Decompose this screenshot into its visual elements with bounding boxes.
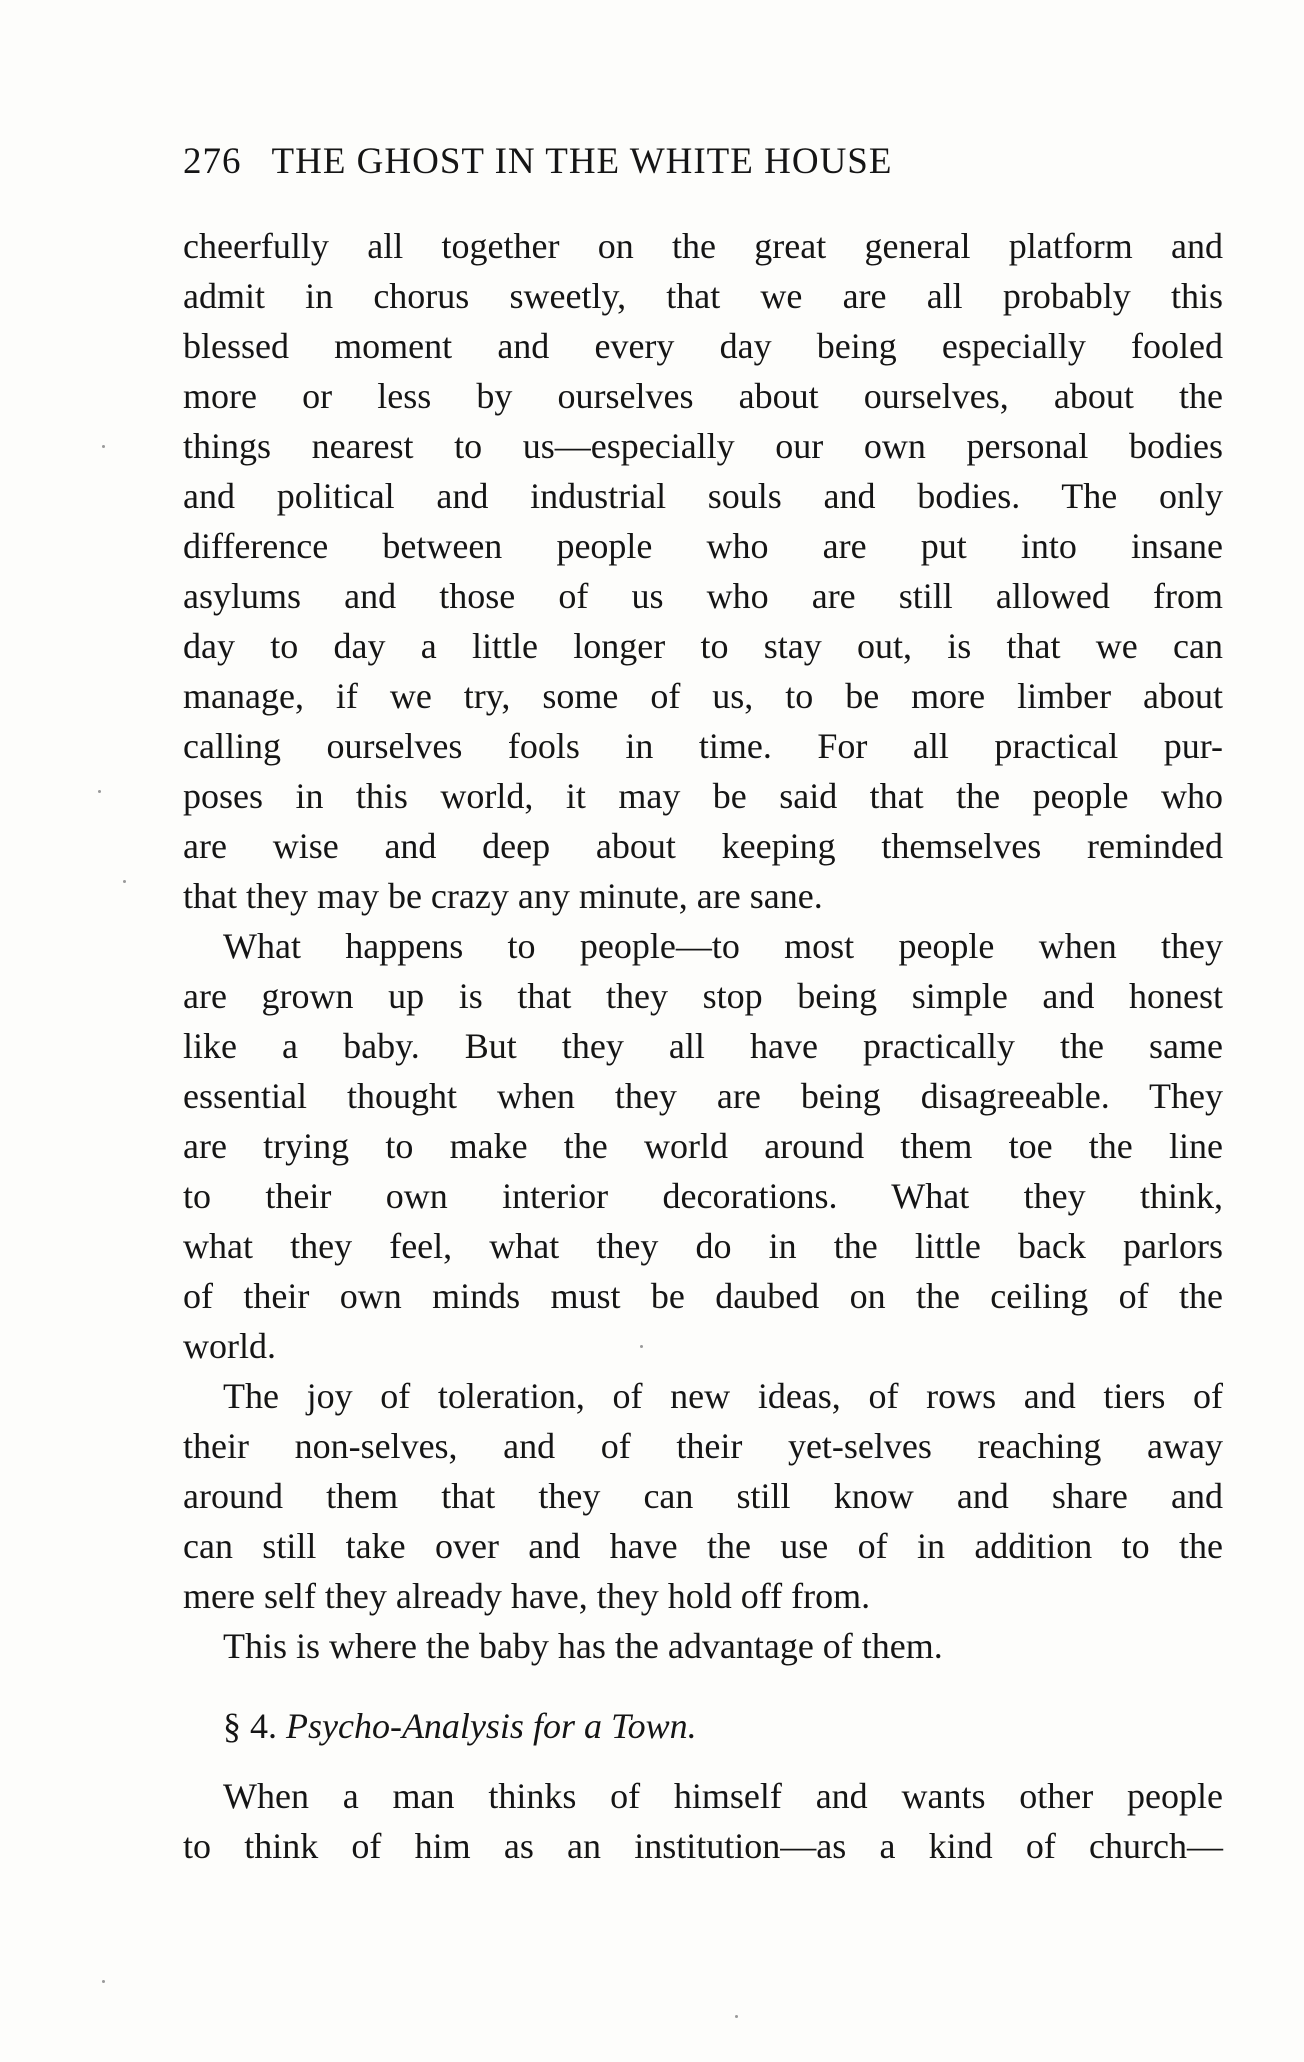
text-line: are grown up is that they stop being simple and honest [183,976,1223,1016]
text-line: more or less by ourselves about ourselves, about the [183,376,1223,416]
text-line: can still take over and have the use of in addition to the [183,1526,1223,1566]
section-title: Psycho-Analysis for a Town. [286,1706,697,1746]
body-text [183,221,1223,1871]
text-line: what they feel, what they do in the little back parlors [183,1226,1223,1266]
text-line: things nearest to us—especially our own personal bodies [183,426,1223,466]
paper-speck [102,445,105,448]
text-line: asylums and those of us who are still allowed from [183,576,1223,616]
paragraph-1 [183,221,1223,921]
section-marker: § 4. [223,1706,277,1746]
paragraph-4 [183,1621,1223,1671]
paper-speck [640,1345,643,1348]
text-line: essential thought when they are being disagreeable. They [183,1076,1223,1116]
text-line: and political and industrial souls and bodies. The only [183,476,1223,516]
text-line: to think of him as an institution—as a kind of church— [183,1826,1223,1866]
text-line: to their own interior decorations. What they think, [183,1176,1223,1216]
running-head [183,140,1113,183]
paper-speck [102,1980,105,1983]
paragraph-3 [183,1371,1223,1621]
paragraph-5 [183,1771,1223,1871]
text-line: that they may be crazy any minute, are sane. [183,876,823,916]
paper-speck [98,790,101,793]
text-line: around them that they can still know and share and [183,1476,1223,1516]
section-heading [183,1701,1223,1751]
text-line: are trying to make the world around them toe the line [183,1126,1223,1166]
text-line: mere self they already have, they hold off from. [183,1576,871,1616]
text-line: are wise and deep about keeping themselves reminded [183,826,1223,866]
text-line: What happens to people—to most people when they [223,926,1223,966]
paragraph-2 [183,921,1223,1371]
text-line: of their own minds must be daubed on the ceiling of the [183,1276,1223,1316]
text-line: world. [183,1326,276,1366]
text-line: The joy of toleration, of new ideas, of rows and tiers of [223,1376,1223,1416]
text-line: cheerfully all together on the great general platform and [183,226,1223,266]
text-line: difference between people who are put into insane [183,526,1223,566]
text-line: blessed moment and every day being especially fooled [183,326,1223,366]
text-line: When a man thinks of himself and wants other people [223,1776,1223,1816]
text-line: admit in chorus sweetly, that we are all probably this [183,276,1223,316]
page-number: 276 [183,141,242,182]
text-line: manage, if we try, some of us, to be more limber about [183,676,1223,716]
text-line: calling ourselves fools in time. For all practical pur- [183,726,1223,766]
text-line: their non-selves, and of their yet-selves reaching away [183,1426,1223,1466]
text-line: This is where the baby has the advantage of them. [223,1626,943,1666]
text-line: like a baby. But they all have practically the same [183,1026,1223,1066]
book-title: THE GHOST IN THE WHITE HOUSE [271,141,893,182]
text-line: day to day a little longer to stay out, is that we can [183,626,1223,666]
paper-speck [735,2015,738,2018]
text-line: poses in this world, it may be said that the people who [183,776,1223,816]
paper-speck [123,880,126,883]
